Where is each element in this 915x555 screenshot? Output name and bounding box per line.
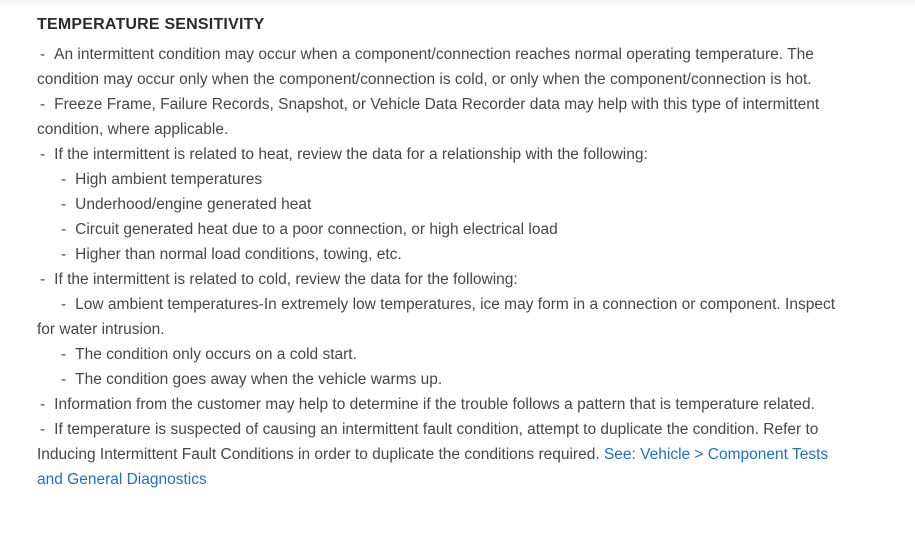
item-text: The condition goes away when the vehicle warms up. <box>75 371 443 388</box>
dash-bullet-icon: - <box>61 346 67 363</box>
dash-bullet-icon: - <box>40 146 46 163</box>
item-text: Circuit generated heat due to a poor connection, or high electrical load <box>75 221 558 238</box>
list-item <box>37 417 837 492</box>
list-item <box>37 142 837 167</box>
item-text: Higher than normal load conditions, towing, etc. <box>75 246 402 263</box>
list-item <box>37 217 837 242</box>
dash-bullet-icon: - <box>40 46 46 63</box>
item-text: Low ambient temperatures-In extremely low temperatures, ice may form in a connection or component. Inspect for water intrusion. <box>37 296 836 338</box>
dash-bullet-icon: - <box>40 421 46 438</box>
list-item <box>37 392 837 417</box>
dash-bullet-icon: - <box>61 196 67 213</box>
list-item <box>37 242 837 267</box>
item-text: High ambient temperatures <box>75 171 263 188</box>
top-edge-shadow <box>0 0 915 7</box>
page-title: TEMPERATURE SENSITIVITY <box>37 16 265 33</box>
dash-bullet-icon: - <box>40 271 46 288</box>
list-item <box>37 167 837 192</box>
component-tests-link[interactable]: See: Vehicle > Component Tests and General Diagnostics <box>37 446 829 488</box>
bullet-list <box>37 42 837 492</box>
item-text: Underhood/engine generated heat <box>75 196 312 213</box>
item-text: Freeze Frame, Failure Records, Snapshot, or Vehicle Data Recorder data may help with this type of intermittent condition, where applicable. <box>37 96 820 138</box>
dash-bullet-icon: - <box>40 396 46 413</box>
list-item <box>37 292 837 342</box>
item-text: If the intermittent is related to cold, review the data for the following: <box>54 271 518 288</box>
item-text: The condition only occurs on a cold start. <box>75 346 357 363</box>
item-text: An intermittent condition may occur when a component/connection reaches normal operating temperature. The condition may occur only when the component/connection is cold, or only when the component/connection is hot. <box>37 46 814 88</box>
item-text: If temperature is suspected of causing an intermittent fault condition, attempt to duplicate the condition. Refer to Inducing Intermittent Fault Conditions in order to duplicate the conditions required. <box>37 421 819 463</box>
list-item <box>37 192 837 217</box>
document-body <box>0 7 915 492</box>
item-text: Information from the customer may help to determine if the trouble follows a pattern that is temperature related. <box>54 396 815 413</box>
dash-bullet-icon: - <box>61 221 67 238</box>
list-item <box>37 267 837 292</box>
dash-bullet-icon: - <box>61 246 67 263</box>
dash-bullet-icon: - <box>40 96 46 113</box>
item-text: If the intermittent is related to heat, review the data for a relationship with the following: <box>54 146 648 163</box>
list-item <box>37 342 837 367</box>
dash-bullet-icon: - <box>61 171 67 188</box>
list-item <box>37 42 837 92</box>
dash-bullet-icon: - <box>61 371 67 388</box>
dash-bullet-icon: - <box>61 296 67 313</box>
list-item <box>37 367 837 392</box>
list-item <box>37 92 837 142</box>
